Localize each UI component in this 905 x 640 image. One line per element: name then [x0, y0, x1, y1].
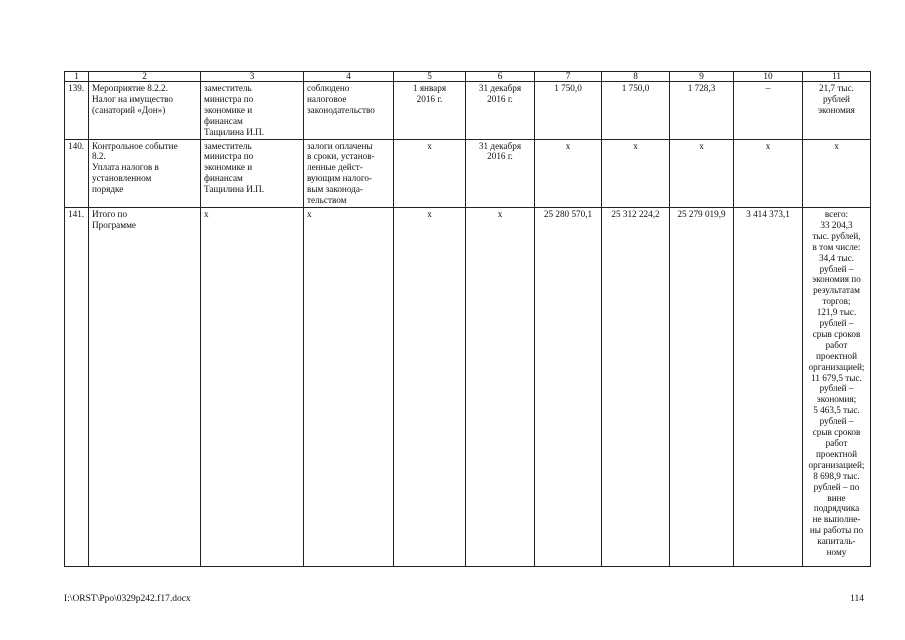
cell-line: тыс. рублей,	[812, 230, 861, 241]
cell-line: срыв сроков	[812, 328, 861, 339]
cell-end-date	[466, 82, 535, 140]
cell-col-10: –	[734, 82, 803, 140]
cell-event-name	[89, 139, 201, 207]
header-col-7: 7	[535, 72, 602, 82]
cell-line: заместитель	[204, 83, 252, 93]
cell-line: 21,7 тыс.	[819, 83, 854, 93]
cell-number: 140.	[65, 139, 89, 207]
cell-line: 1 января	[412, 83, 447, 93]
cell-line: министра по	[204, 93, 254, 104]
cell-line: 34,4 тыс.	[819, 252, 854, 263]
cell-line: срыв сроков	[812, 427, 861, 438]
table-header-row	[65, 72, 871, 82]
cell-line: соблюдено	[307, 83, 350, 93]
cell-line: подрядчика	[813, 503, 860, 514]
cell-number: 139.	[65, 82, 89, 140]
cell-line: финансам	[204, 115, 243, 126]
cell-line: торгов;	[822, 296, 851, 307]
cell-responsible	[201, 139, 304, 207]
cell-line: проектной	[815, 350, 858, 361]
cell-line: ленные дейст-	[307, 162, 363, 173]
cell-line: тельством	[307, 195, 347, 206]
cell-col-9: 25 279 019,9	[670, 207, 734, 566]
cell-end-date	[466, 207, 535, 566]
cell-line: ному	[826, 547, 847, 558]
cell-line: работ	[825, 438, 848, 448]
cell-responsible	[201, 207, 304, 566]
footer-page-number: 114	[850, 594, 864, 604]
header-col-6: 6	[466, 72, 535, 82]
cell-line: рублей –	[819, 263, 854, 274]
cell-line: министра по	[204, 151, 254, 162]
header-col-3: 3	[201, 72, 304, 82]
header-col-11: 11	[803, 72, 871, 82]
cell-col-8: 25 312 224,2	[602, 207, 670, 566]
cell-line: не выполне-	[812, 514, 861, 525]
cell-line: экономия;	[816, 394, 857, 405]
cell-line: вине	[827, 492, 846, 503]
cell-line: залоги оплачены	[307, 140, 373, 151]
header-col-1: 1	[65, 72, 89, 82]
table-row	[65, 82, 871, 140]
cell-line: порядке	[92, 184, 124, 195]
cell-col-10: x	[734, 139, 803, 207]
cell-line: Контрольное событие	[92, 140, 178, 151]
cell-line: 33 204,3	[820, 219, 853, 230]
cell-start-date	[394, 82, 466, 140]
footer-file-path: I:\ORST\Ppo\0329p242.f17.docx	[64, 594, 191, 604]
table-row	[65, 207, 871, 566]
cell-expected-result	[304, 82, 394, 140]
cell-col-8: 1 750,0	[602, 82, 670, 140]
cell-col-11	[803, 139, 871, 207]
cell-col-9: x	[670, 139, 734, 207]
table-row	[65, 139, 871, 207]
cell-line: 31 декабря	[478, 83, 522, 93]
header-col-8: 8	[602, 72, 670, 82]
cell-line: в сроки, установ-	[307, 151, 375, 162]
cell-line: экономия по	[812, 274, 861, 285]
cell-line: Тащилина И.П.	[204, 184, 265, 195]
cell-line: 8 698,9 тыс.	[813, 470, 860, 481]
cell-line: экономике и	[204, 104, 253, 115]
cell-line: 2016 г.	[416, 93, 443, 104]
cell-line: вым законода-	[307, 184, 363, 195]
cell-line: рублей –	[819, 416, 854, 427]
cell-line: (санаторий «Дон»)	[92, 104, 166, 115]
report-table	[64, 71, 871, 567]
cell-line: ны работы по	[809, 525, 864, 536]
cell-col-7: 25 280 570,1	[535, 207, 602, 566]
cell-line: проектной	[815, 448, 858, 459]
cell-line: рублей – по	[813, 481, 860, 492]
cell-line: Тащилина И.П.	[204, 126, 265, 137]
cell-col-11	[803, 82, 871, 140]
cell-expected-result	[304, 207, 394, 566]
cell-line: 11 679,5 тыс.	[811, 372, 862, 383]
cell-line: x	[427, 140, 432, 151]
cell-start-date	[394, 139, 466, 207]
cell-line: 8.2.	[92, 151, 106, 162]
cell-line: налоговое	[307, 93, 347, 104]
cell-line: организацией;	[808, 361, 865, 372]
cell-line: Программе	[92, 219, 136, 230]
cell-line: 5 463,5 тыс.	[813, 405, 860, 416]
cell-line: рублей	[823, 93, 850, 104]
cell-end-date	[466, 139, 535, 207]
cell-line: заместитель	[204, 140, 252, 151]
cell-event-name	[89, 82, 201, 140]
cell-col-11	[803, 207, 871, 566]
cell-event-name	[89, 207, 201, 566]
cell-line: x	[204, 208, 209, 219]
cell-expected-result	[304, 139, 394, 207]
cell-line: x	[834, 140, 839, 151]
cell-line: рублей –	[819, 383, 854, 394]
cell-line: Уплата налогов в	[92, 162, 159, 173]
cell-line: результатам	[813, 285, 860, 296]
cell-col-8: x	[602, 139, 670, 207]
cell-line: x	[307, 208, 312, 219]
cell-line: рублей –	[819, 318, 854, 329]
cell-col-10: 3 414 373,1	[734, 207, 803, 566]
header-col-10: 10	[734, 72, 803, 82]
cell-line: Налог на имущество	[92, 93, 173, 104]
cell-line: в том числе:	[812, 241, 861, 252]
cell-col-7: x	[535, 139, 602, 207]
cell-line: 31 декабря	[478, 140, 522, 151]
cell-line: Мероприятие 8.2.2.	[92, 83, 168, 93]
header-col-4: 4	[304, 72, 394, 82]
cell-col-9: 1 728,3	[670, 82, 734, 140]
cell-start-date	[394, 207, 466, 566]
cell-line: экономике и	[204, 162, 253, 173]
cell-line: организацией;	[808, 459, 865, 470]
header-col-5: 5	[394, 72, 466, 82]
cell-line: 121,9 тыс.	[816, 307, 857, 318]
cell-line: капиталь-	[817, 536, 856, 547]
cell-line: 2016 г.	[487, 93, 513, 104]
cell-responsible	[201, 82, 304, 140]
cell-line: всего:	[824, 208, 849, 219]
cell-line: вующим налого-	[307, 173, 373, 184]
cell-col-7: 1 750,0	[535, 82, 602, 140]
cell-line: установленном	[92, 173, 152, 184]
cell-line: x	[427, 208, 432, 219]
cell-line: 2016 г.	[487, 151, 513, 162]
cell-line: экономия	[818, 104, 855, 115]
cell-line: финансам	[204, 173, 243, 184]
header-col-2: 2	[89, 72, 201, 82]
header-col-9: 9	[670, 72, 734, 82]
cell-number: 141.	[65, 207, 89, 566]
cell-line: законодательство	[307, 104, 375, 115]
cell-line: x	[497, 208, 503, 219]
cell-line: работ	[825, 339, 848, 350]
cell-line: Итого по	[92, 208, 128, 219]
